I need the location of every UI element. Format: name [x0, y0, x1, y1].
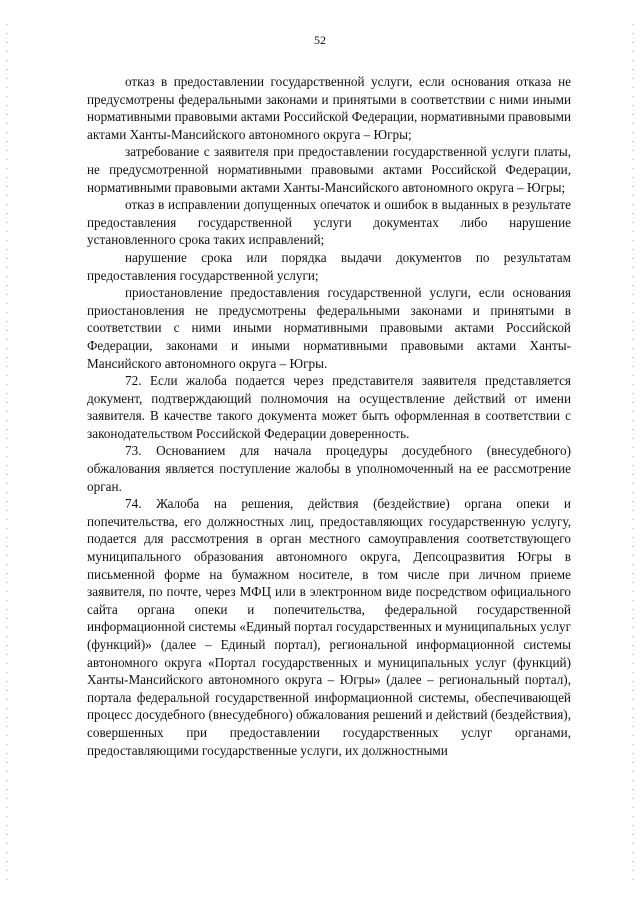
scan-edge-right: [632, 20, 634, 880]
page-number: 52: [314, 33, 326, 47]
paragraph-72: 72. Если жалоба подается через представителя заявителя представляется документ, подтверждающий полномочия на осуществление действий от имени заявителя. В качестве такого документа может быть оформленная в соответствии с законодательством Российской Федерации доверенность.: [87, 373, 571, 441]
paragraph-73: 73. Основанием для начала процедуры досудебного (внесудебного) обжалования является поступление жалобы в уполномоченный на ее рассмотрение орган.: [87, 443, 571, 494]
paragraph-fee-demand: затребование с заявителя при предоставлении государственной услуги платы, не предусмотренной нормативными правовыми актами Российской Федерации, нормативными правовыми актами Ханты-Мансийского автономного округа – Югры;: [87, 144, 571, 195]
paragraph-74: 74. Жалоба на решения, действия (бездействие) органа опеки и попечительства, его должностных лиц, предоставляющих государственную услугу, подается для рассмотрения в орган местного самоуправления соответствующего муниципального образования автономного округа, Депсоцразвития Югры в письменной форме на бумажном носителе, в том числе при личном приеме заявителя, по почте, через МФЦ или в электронном виде посредством официального сайта органа опеки и попечительства, федеральной государственной информационной системы «Единый портал государственных и муниципальных услуг (функций)» (далее – Единый портал), региональной информационной системы автономного округа «Портал государственных и муниципальных услуг (функций) Ханты-Мансийского автономного округа – Югры» (далее – региональный портал), портала федеральной государственной информационной системы, обеспечивающей процесс досудебного (внесудебного) обжалования решений и действий (бездействия), совершенных при предоставлении государственных услуг органами, предоставляющими государственные услуги, их должностными: [87, 496, 572, 758]
paragraph-suspension: приостановление предоставления государственной услуги, если основания приостановления не предусмотрены федеральными законами и принятыми в соответствии с ними иными нормативными правовыми актами Российской Федерации, законами и иными нормативными правовыми актами Ханты-Мансийского автономного округа – Югры.: [87, 285, 571, 371]
paragraph-issue-deadline: нарушение срока или порядка выдачи документов по результатам предоставления государственной услуги;: [87, 249, 571, 283]
paragraph-correction-refusal: отказ в исправлении допущенных опечаток и ошибок в выданных в результате предоставления государственной услуги документах либо нарушение установленного срока таких исправлений;: [87, 197, 571, 248]
document-body: [87, 73, 571, 759]
paragraph-refusal: отказ в предоставлении государственной услуги, если основания отказа не предусмотрены федеральными законами и принятыми в соответствии с ними иными нормативными правовыми актами Российской Федерации, нормативными правовыми актами Ханты-Мансийского автономного округа – Югры;: [87, 74, 571, 142]
scan-edge-left: [6, 20, 8, 880]
